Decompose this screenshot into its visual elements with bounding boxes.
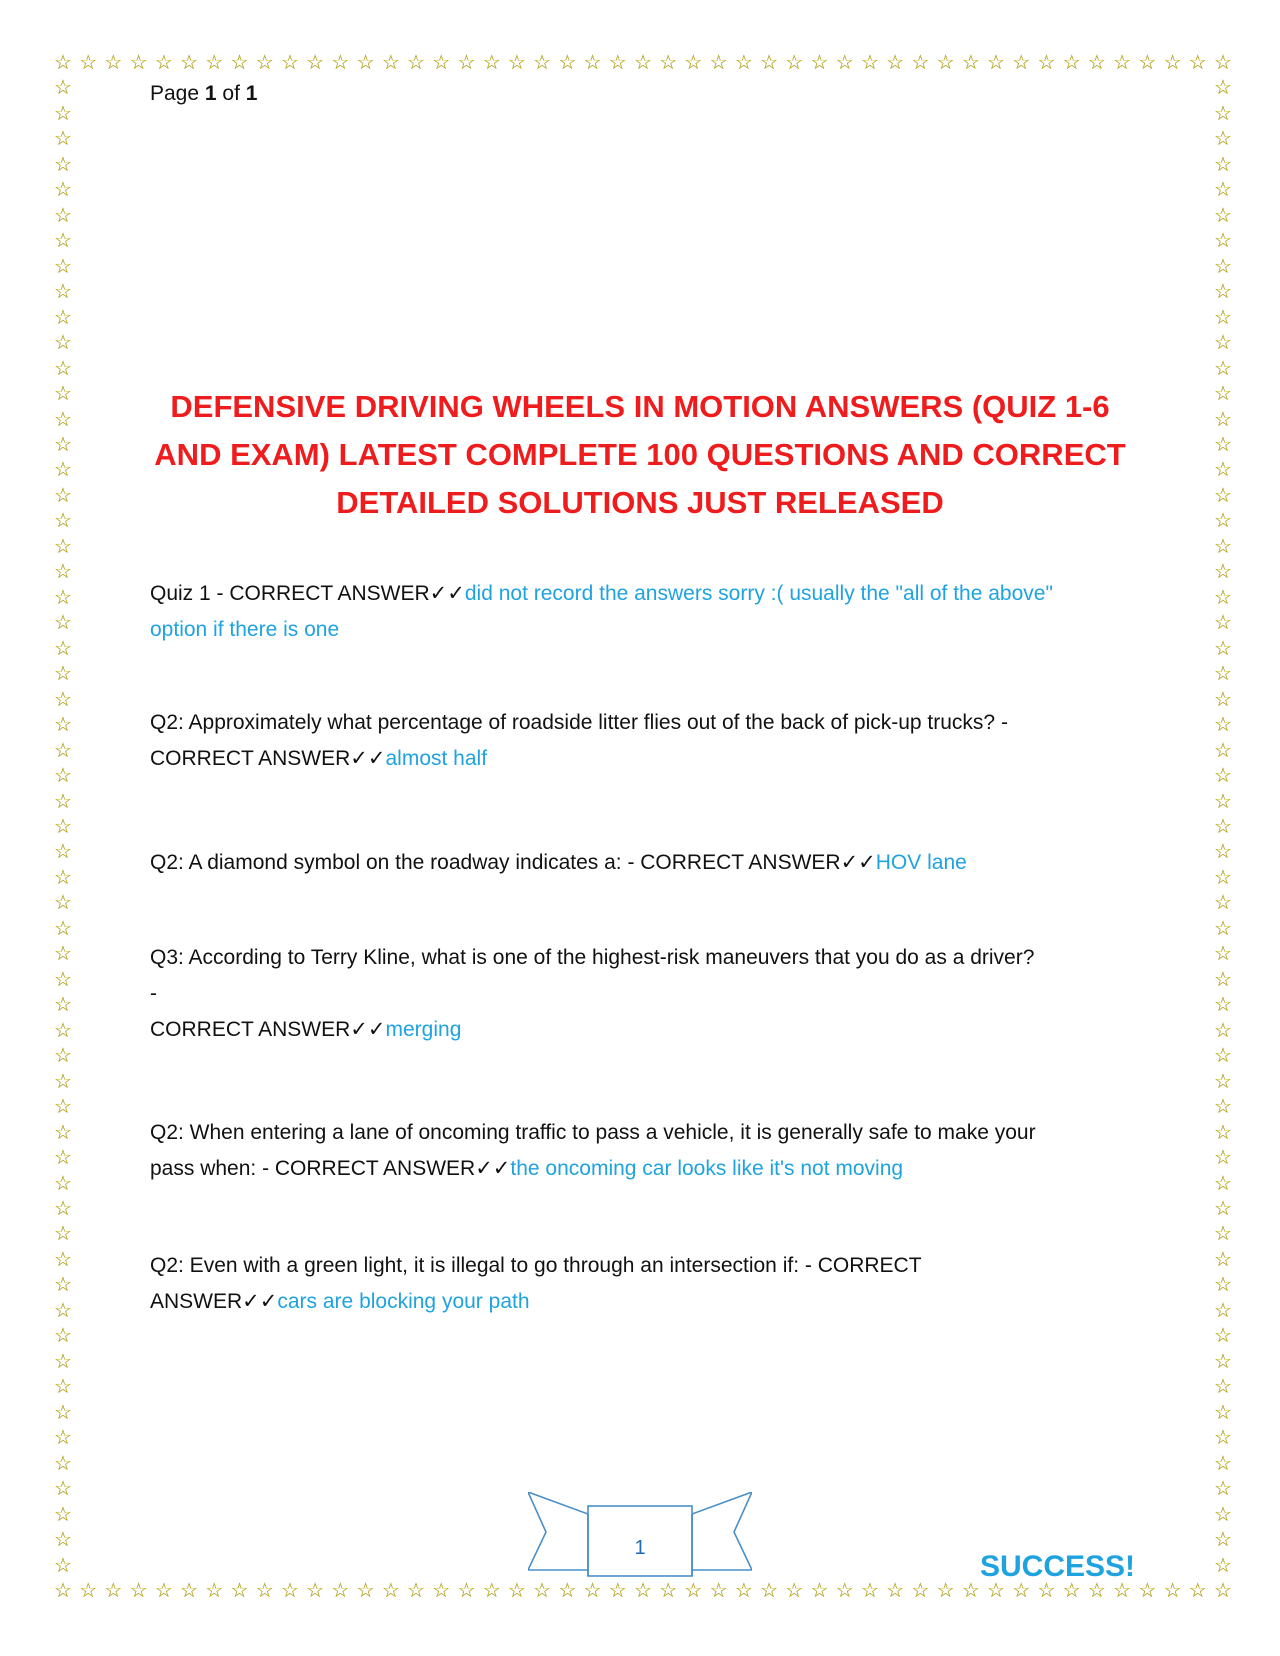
star-icon: ☆ (1138, 1578, 1157, 1602)
star-icon: ☆ (1214, 228, 1232, 253)
star-icon: ☆ (306, 1578, 325, 1602)
star-icon: ☆ (54, 1170, 72, 1195)
star-icon: ☆ (54, 1119, 72, 1144)
star-icon: ☆ (407, 1578, 425, 1602)
star-icon: ☆ (381, 50, 400, 74)
star-icon: ☆ (54, 763, 72, 788)
star-icon: ☆ (659, 1578, 678, 1602)
star-icon: ☆ (1214, 1552, 1232, 1577)
star-icon: ☆ (54, 50, 72, 74)
correct-answer-label: pass when: - CORRECT ANSWER✓✓ (150, 1157, 511, 1180)
correct-answer-label: CORRECT ANSWER✓✓ (150, 1018, 386, 1041)
star-icon: ☆ (1214, 1119, 1232, 1144)
star-icon: ☆ (835, 1578, 854, 1602)
star-icon: ☆ (54, 1552, 72, 1577)
star-icon: ☆ (432, 50, 451, 74)
star-icon: ☆ (860, 50, 879, 74)
star-icon: ☆ (54, 559, 72, 584)
star-icon: ☆ (1214, 75, 1232, 100)
question: Quiz 1 - CORRECT ANSWER✓✓ (150, 582, 465, 605)
star-icon: ☆ (1214, 253, 1232, 278)
question-dash: - (150, 982, 157, 1005)
star-icon: ☆ (1214, 1501, 1232, 1526)
star-icon: ☆ (54, 661, 72, 686)
star-icon: ☆ (1214, 788, 1232, 813)
star-icon: ☆ (54, 1297, 72, 1322)
answer: the oncoming car looks like it's not moving (510, 1157, 904, 1180)
star-icon: ☆ (608, 1578, 627, 1602)
star-icon: ☆ (835, 50, 854, 74)
star-icon: ☆ (129, 50, 148, 74)
star-icon: ☆ (104, 50, 123, 74)
star-icon: ☆ (54, 432, 72, 456)
star-icon: ☆ (432, 1578, 451, 1602)
star-icon: ☆ (1214, 1348, 1232, 1373)
star-icon: ☆ (331, 1578, 350, 1602)
correct-answer-label: CORRECT ANSWER✓✓ (150, 747, 386, 770)
star-icon: ☆ (684, 50, 703, 74)
star-icon: ☆ (1037, 1578, 1056, 1602)
star-icon: ☆ (1188, 1578, 1207, 1602)
star-icon: ☆ (54, 1425, 72, 1450)
star-icon: ☆ (1214, 941, 1232, 966)
star-icon: ☆ (533, 1578, 552, 1602)
qa-item-5 (150, 1115, 1130, 1187)
star-icon: ☆ (54, 151, 72, 176)
star-icon: ☆ (709, 50, 728, 74)
star-icon: ☆ (407, 50, 425, 74)
question: Q2: Even with a green light, it is illegal to go through an intersection if: - CORRECT (150, 1254, 922, 1277)
star-icon: ☆ (331, 50, 350, 74)
star-icon: ☆ (1214, 482, 1232, 507)
star-icon: ☆ (54, 1501, 72, 1526)
star-icon: ☆ (54, 1399, 72, 1424)
star-icon: ☆ (54, 584, 72, 609)
star-icon: ☆ (1214, 1170, 1232, 1195)
title-line-3: DETAILED SOLUTIONS JUST RELEASED (336, 485, 944, 520)
star-icon: ☆ (1214, 355, 1232, 380)
star-icon: ☆ (1214, 126, 1232, 151)
star-icon: ☆ (760, 50, 779, 74)
star-icon: ☆ (1214, 1399, 1232, 1424)
star-icon: ☆ (810, 1578, 829, 1602)
star-icon: ☆ (79, 50, 98, 74)
star-icon: ☆ (684, 1578, 703, 1602)
star-icon: ☆ (54, 1017, 72, 1042)
star-icon: ☆ (356, 50, 375, 74)
star-icon: ☆ (1087, 50, 1106, 74)
star-icon: ☆ (961, 1578, 980, 1602)
question: Q2: Approximately what percentage of roadside litter flies out of the back of pick-up trucks? - (150, 711, 1008, 734)
page-total: 1 (245, 82, 258, 105)
star-icon: ☆ (1214, 508, 1232, 533)
title-line-1: DEFENSIVE DRIVING WHEELS IN MOTION ANSWERS (QUIZ 1-6 (170, 389, 1110, 424)
title-line-2: AND EXAM) LATEST COMPLETE 100 QUESTIONS AND CORRECT (154, 437, 1126, 472)
page-number-header (150, 82, 257, 106)
star-icon: ☆ (1214, 1043, 1232, 1068)
star-icon: ☆ (1214, 635, 1232, 660)
star-icon: ☆ (1214, 1068, 1232, 1093)
star-icon: ☆ (1214, 1094, 1232, 1119)
star-icon: ☆ (1214, 1196, 1232, 1220)
star-icon: ☆ (154, 1578, 173, 1602)
star-icon: ☆ (482, 50, 501, 74)
star-icon: ☆ (54, 279, 72, 304)
star-icon: ☆ (54, 482, 72, 507)
star-icon: ☆ (1214, 763, 1232, 788)
star-icon: ☆ (54, 1094, 72, 1119)
star-icon: ☆ (54, 992, 72, 1017)
star-icon: ☆ (1163, 1578, 1182, 1602)
star-icon: ☆ (1214, 533, 1232, 558)
page-current: 1 (204, 82, 217, 105)
star-icon: ☆ (1214, 1374, 1232, 1399)
star-icon: ☆ (1214, 1476, 1232, 1501)
star-icon: ☆ (54, 533, 72, 558)
star-icon: ☆ (734, 50, 753, 74)
star-icon: ☆ (1214, 457, 1232, 482)
star-icon: ☆ (54, 814, 72, 838)
star-icon: ☆ (54, 864, 72, 889)
answer: did not record the answers sorry :( usually the "all of the above" (464, 582, 1053, 605)
star-icon: ☆ (1214, 686, 1232, 711)
star-icon: ☆ (886, 50, 905, 74)
qa-item-1 (150, 576, 1130, 648)
document-title (140, 383, 1140, 527)
star-icon: ☆ (1214, 1145, 1232, 1170)
answer: cars are blocking your path (277, 1290, 530, 1313)
star-icon: ☆ (1214, 151, 1232, 176)
star-icon: ☆ (1214, 330, 1232, 355)
star-icon: ☆ (54, 1043, 72, 1068)
star-icon: ☆ (1214, 864, 1232, 889)
star-icon: ☆ (1214, 992, 1232, 1017)
star-icon: ☆ (54, 126, 72, 151)
star-icon: ☆ (785, 1578, 804, 1602)
star-icon: ☆ (54, 1476, 72, 1501)
star-icon: ☆ (381, 1578, 400, 1602)
footer-page-number: 1 (634, 1537, 646, 1559)
star-icon: ☆ (1214, 814, 1232, 838)
star-icon: ☆ (1214, 1246, 1232, 1271)
star-icon: ☆ (54, 304, 72, 329)
star-icon: ☆ (1012, 1578, 1031, 1602)
star-icon: ☆ (54, 100, 72, 125)
correct-answer-label: ANSWER✓✓ (150, 1290, 278, 1313)
star-icon: ☆ (1214, 1272, 1232, 1297)
star-icon: ☆ (634, 1578, 652, 1602)
star-icon: ☆ (54, 839, 72, 864)
star-icon: ☆ (154, 50, 173, 74)
star-icon: ☆ (659, 50, 678, 74)
star-icon: ☆ (1214, 839, 1232, 864)
star-icon: ☆ (1214, 279, 1232, 304)
star-icon: ☆ (54, 635, 72, 660)
star-icon: ☆ (54, 1450, 72, 1475)
star-icon: ☆ (558, 1578, 577, 1602)
star-icon: ☆ (1214, 1527, 1232, 1552)
star-icon: ☆ (280, 1578, 299, 1602)
star-icon: ☆ (1214, 381, 1232, 406)
star-icon: ☆ (54, 381, 72, 406)
star-icon: ☆ (129, 1578, 148, 1602)
star-icon: ☆ (54, 75, 72, 100)
star-icon: ☆ (810, 50, 829, 74)
star-icon: ☆ (482, 1578, 501, 1602)
star-icon: ☆ (54, 941, 72, 966)
star-icon: ☆ (54, 406, 72, 431)
star-icon: ☆ (911, 50, 930, 74)
qa-item-2 (150, 705, 1130, 777)
star-icon: ☆ (54, 1374, 72, 1399)
star-icon: ☆ (987, 50, 1005, 74)
star-icon: ☆ (54, 610, 72, 635)
star-icon: ☆ (1214, 1221, 1232, 1246)
star-icon: ☆ (1214, 432, 1232, 456)
star-icon: ☆ (457, 50, 476, 74)
star-icon: ☆ (961, 50, 980, 74)
star-icon: ☆ (1062, 50, 1081, 74)
star-icon: ☆ (1214, 177, 1232, 202)
star-icon: ☆ (54, 1578, 72, 1602)
star-icon: ☆ (507, 50, 526, 74)
star-icon: ☆ (1188, 50, 1207, 74)
star-icon: ☆ (54, 253, 72, 278)
star-icon: ☆ (255, 1578, 274, 1602)
star-icon: ☆ (54, 788, 72, 813)
star-icon: ☆ (1062, 1578, 1081, 1602)
star-icon: ☆ (1214, 1450, 1232, 1475)
star-icon: ☆ (54, 1323, 72, 1348)
star-icon: ☆ (54, 686, 72, 711)
star-icon: ☆ (1214, 890, 1232, 915)
star-icon: ☆ (886, 1578, 905, 1602)
star-icon: ☆ (54, 712, 72, 737)
star-icon: ☆ (54, 1221, 72, 1246)
qa-item-3 (150, 845, 1130, 881)
star-icon: ☆ (54, 330, 72, 355)
star-icon: ☆ (507, 1578, 526, 1602)
star-icon: ☆ (356, 1578, 375, 1602)
star-icon: ☆ (936, 1578, 955, 1602)
star-icon: ☆ (54, 202, 72, 227)
star-icon: ☆ (760, 1578, 779, 1602)
success-text: SUCCESS! (980, 1550, 1136, 1583)
star-icon: ☆ (1214, 1425, 1232, 1450)
star-icon: ☆ (180, 50, 199, 74)
star-icon: ☆ (230, 1578, 249, 1602)
star-icon: ☆ (54, 737, 72, 762)
star-icon: ☆ (734, 1578, 753, 1602)
star-icon: ☆ (54, 508, 72, 533)
star-icon: ☆ (54, 457, 72, 482)
star-icon: ☆ (1087, 1578, 1106, 1602)
question: Q2: A diamond symbol on the roadway indicates a: - CORRECT ANSWER✓✓ (150, 851, 876, 874)
star-icon: ☆ (1214, 584, 1232, 609)
star-icon: ☆ (709, 1578, 728, 1602)
star-icon: ☆ (180, 1578, 199, 1602)
star-icon: ☆ (1214, 304, 1232, 329)
star-icon: ☆ (54, 1145, 72, 1170)
answer-continued: option if there is one (150, 618, 340, 641)
star-icon: ☆ (1214, 1578, 1232, 1602)
star-icon: ☆ (205, 50, 224, 74)
star-icon: ☆ (104, 1578, 123, 1602)
star-icon: ☆ (1012, 50, 1031, 74)
star-icon: ☆ (1214, 50, 1232, 74)
star-icon: ☆ (1214, 406, 1232, 431)
qa-item-6 (150, 1248, 1130, 1320)
star-icon: ☆ (54, 228, 72, 253)
star-icon: ☆ (54, 890, 72, 915)
star-icon: ☆ (1214, 1017, 1232, 1042)
star-icon: ☆ (457, 1578, 476, 1602)
star-icon: ☆ (911, 1578, 930, 1602)
page-of: of (222, 82, 240, 105)
star-icon: ☆ (1163, 50, 1182, 74)
star-icon: ☆ (608, 50, 627, 74)
star-icon: ☆ (205, 1578, 224, 1602)
star-icon: ☆ (230, 50, 249, 74)
star-icon: ☆ (1138, 50, 1157, 74)
question: Q2: When entering a lane of oncoming traffic to pass a vehicle, it is generally safe to make your (150, 1121, 1036, 1144)
star-icon: ☆ (54, 177, 72, 202)
star-icon: ☆ (583, 1578, 602, 1602)
star-icon: ☆ (558, 50, 577, 74)
star-icon: ☆ (54, 1246, 72, 1271)
star-icon: ☆ (1214, 202, 1232, 227)
star-icon: ☆ (785, 50, 804, 74)
answer: merging (385, 1018, 462, 1041)
star-icon: ☆ (1037, 50, 1056, 74)
star-icon: ☆ (79, 1578, 98, 1602)
star-icon: ☆ (1214, 610, 1232, 635)
star-icon: ☆ (280, 50, 299, 74)
star-icon: ☆ (54, 1068, 72, 1093)
qa-item-4 (150, 940, 1130, 1048)
star-icon: ☆ (54, 1348, 72, 1373)
star-icon: ☆ (1214, 737, 1232, 762)
star-icon: ☆ (54, 1272, 72, 1297)
question: Q3: According to Terry Kline, what is one of the highest-risk maneuvers that you do as a driver? (150, 946, 1035, 969)
star-icon: ☆ (306, 50, 325, 74)
star-icon: ☆ (1214, 712, 1232, 737)
star-icon: ☆ (1214, 1297, 1232, 1322)
star-icon: ☆ (533, 50, 552, 74)
star-icon: ☆ (1214, 661, 1232, 686)
star-icon: ☆ (1113, 1578, 1132, 1602)
star-icon: ☆ (583, 50, 602, 74)
star-icon: ☆ (634, 50, 652, 74)
star-icon: ☆ (54, 1196, 72, 1220)
star-icon: ☆ (255, 50, 274, 74)
star-icon: ☆ (1214, 966, 1232, 991)
star-icon: ☆ (54, 915, 72, 940)
star-icon: ☆ (860, 1578, 879, 1602)
star-icon: ☆ (1214, 1323, 1232, 1348)
answer: HOV lane (875, 851, 967, 874)
star-icon: ☆ (1113, 50, 1132, 74)
star-icon: ☆ (54, 355, 72, 380)
answer: almost half (385, 747, 488, 770)
star-icon: ☆ (1214, 915, 1232, 940)
star-icon: ☆ (1214, 559, 1232, 584)
star-icon: ☆ (936, 50, 955, 74)
star-icon: ☆ (1214, 100, 1232, 125)
star-icon: ☆ (54, 966, 72, 991)
page-label: Page (150, 82, 200, 105)
star-icon: ☆ (54, 1527, 72, 1552)
star-icon: ☆ (987, 1578, 1005, 1602)
